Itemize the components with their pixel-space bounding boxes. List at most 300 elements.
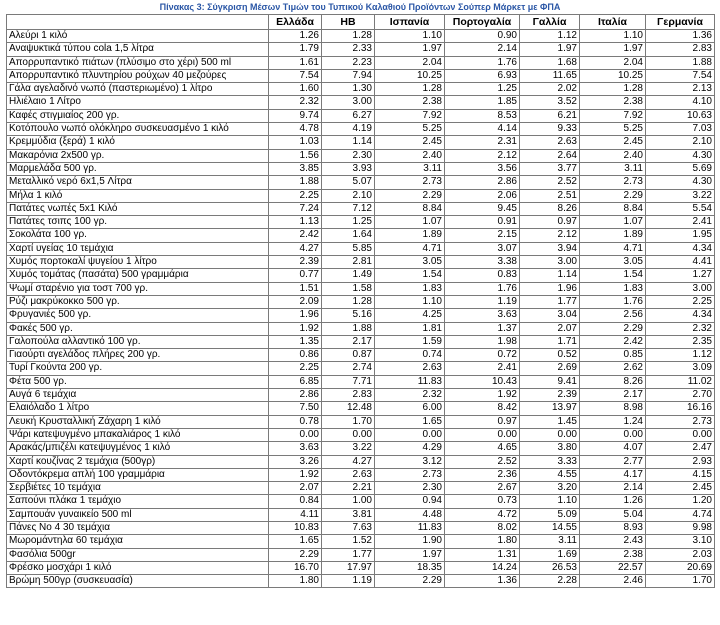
price-cell: 2.35	[646, 335, 715, 348]
price-cell: 3.77	[520, 162, 580, 175]
price-cell: 22.57	[580, 561, 646, 574]
product-name-cell: Ηλιέλαιο 1 Λίτρο	[7, 96, 269, 109]
price-cell: 2.09	[269, 295, 322, 308]
price-cell: 3.00	[520, 256, 580, 269]
price-cell: 6.21	[520, 109, 580, 122]
table-row	[7, 548, 715, 561]
price-cell: 16.70	[269, 561, 322, 574]
price-cell: 1.45	[520, 415, 580, 428]
price-cell: 1.56	[269, 149, 322, 162]
price-cell: 2.56	[580, 309, 646, 322]
price-cell: 4.11	[269, 508, 322, 521]
price-cell: 4.27	[322, 455, 375, 468]
price-cell: 1.68	[520, 56, 580, 69]
price-cell: 3.38	[445, 256, 520, 269]
price-cell: 1.10	[375, 295, 445, 308]
price-cell: 9.74	[269, 109, 322, 122]
price-cell: 1.28	[322, 30, 375, 43]
price-cell: 9.33	[520, 123, 580, 136]
price-cell: 2.32	[375, 389, 445, 402]
product-name-cell: Χυμός τομάτας (πασάτα) 500 γραμμάρια	[7, 269, 269, 282]
price-cell: 2.29	[375, 575, 445, 588]
price-cell: 1.59	[375, 335, 445, 348]
price-cell: 2.45	[646, 482, 715, 495]
price-cell: 1.31	[445, 548, 520, 561]
price-cell: 2.38	[375, 96, 445, 109]
column-header: ΗΒ	[322, 15, 375, 30]
product-name-cell: Φρέσκο μοσχάρι 1 κιλό	[7, 561, 269, 574]
price-cell: 9.41	[520, 375, 580, 388]
table-row	[7, 295, 715, 308]
price-cell: 0.00	[322, 428, 375, 441]
price-cell: 1.70	[646, 575, 715, 588]
price-cell: 4.41	[646, 256, 715, 269]
price-cell: 18.35	[375, 561, 445, 574]
price-cell: 7.12	[322, 202, 375, 215]
product-name-cell: Φρυγανιές 500 γρ.	[7, 309, 269, 322]
price-cell: 8.26	[520, 202, 580, 215]
price-cell: 9.45	[445, 202, 520, 215]
price-cell: 1.81	[375, 322, 445, 335]
price-cell: 0.90	[445, 30, 520, 43]
price-cell: 3.80	[520, 442, 580, 455]
product-name-cell: Απορρυπαντικό πλυντηρίου ρούχων 40 μεζούρες	[7, 69, 269, 82]
price-cell: 8.84	[580, 202, 646, 215]
price-cell: 1.92	[269, 468, 322, 481]
price-cell: 2.69	[520, 362, 580, 375]
price-cell: 1.07	[580, 216, 646, 229]
price-cell: 1.69	[520, 548, 580, 561]
price-cell: 3.22	[322, 442, 375, 455]
table-row	[7, 189, 715, 202]
price-cell: 1.35	[269, 335, 322, 348]
price-cell: 2.39	[520, 389, 580, 402]
price-cell: 4.19	[322, 123, 375, 136]
price-cell: 11.83	[375, 521, 445, 534]
price-cell: 2.32	[646, 322, 715, 335]
price-cell: 1.20	[646, 495, 715, 508]
product-name-cell: Γαλοπούλα αλλαντικό 100 γρ.	[7, 335, 269, 348]
price-cell: 4.34	[646, 242, 715, 255]
price-cell: 1.97	[375, 548, 445, 561]
product-name-cell: Χαρτί κουζίνας 2 τεμάχια (500γρ)	[7, 455, 269, 468]
table-row	[7, 123, 715, 136]
price-cell: 1.83	[375, 282, 445, 295]
price-cell: 2.40	[580, 149, 646, 162]
price-cell: 2.77	[580, 455, 646, 468]
price-cell: 1.26	[269, 30, 322, 43]
price-cell: 11.02	[646, 375, 715, 388]
price-cell: 2.41	[646, 216, 715, 229]
price-cell: 1.97	[520, 43, 580, 56]
table-row	[7, 109, 715, 122]
price-cell: 1.65	[269, 535, 322, 548]
price-cell: 4.30	[646, 176, 715, 189]
price-cell: 2.63	[322, 468, 375, 481]
price-cell: 2.10	[646, 136, 715, 149]
table-body	[7, 30, 715, 588]
price-cell: 1.88	[322, 322, 375, 335]
product-name-cell: Πατάτες νωπές 5x1 Κιλό	[7, 202, 269, 215]
price-cell: 3.10	[646, 535, 715, 548]
price-cell: 2.42	[580, 335, 646, 348]
price-cell: 1.98	[445, 335, 520, 348]
price-cell: 2.07	[269, 482, 322, 495]
table-row	[7, 43, 715, 56]
price-cell: 3.63	[269, 442, 322, 455]
price-cell: 1.89	[375, 229, 445, 242]
price-cell: 2.25	[269, 362, 322, 375]
price-cell: 11.83	[375, 375, 445, 388]
price-cell: 5.69	[646, 162, 715, 175]
price-cell: 7.03	[646, 123, 715, 136]
price-cell: 4.55	[520, 468, 580, 481]
price-cell: 2.30	[322, 149, 375, 162]
table-row	[7, 575, 715, 588]
price-cell: 1.54	[580, 269, 646, 282]
product-name-cell: Τυρί Γκούντα 200 γρ.	[7, 362, 269, 375]
price-cell: 1.77	[322, 548, 375, 561]
price-cell: 5.04	[580, 508, 646, 521]
price-cell: 8.42	[445, 402, 520, 415]
price-cell: 0.78	[269, 415, 322, 428]
price-cell: 2.21	[322, 482, 375, 495]
price-comparison-table	[6, 14, 715, 588]
price-cell: 1.76	[445, 56, 520, 69]
price-cell: 3.11	[520, 535, 580, 548]
price-cell: 2.62	[580, 362, 646, 375]
table-row	[7, 349, 715, 362]
price-cell: 2.64	[520, 149, 580, 162]
price-cell: 1.83	[580, 282, 646, 295]
price-cell: 0.73	[445, 495, 520, 508]
price-cell: 1.03	[269, 136, 322, 149]
price-cell: 3.04	[520, 309, 580, 322]
product-name-cell: Χαρτί υγείας 10 τεμάχια	[7, 242, 269, 255]
price-cell: 2.06	[445, 189, 520, 202]
table-row	[7, 242, 715, 255]
price-cell: 26.53	[520, 561, 580, 574]
price-cell: 0.85	[580, 349, 646, 362]
product-name-cell: Ρύζι μακρύκοκκο 500 γρ.	[7, 295, 269, 308]
product-name-cell: Μαρμελάδα 500 γρ.	[7, 162, 269, 175]
price-cell: 7.54	[269, 69, 322, 82]
price-cell: 0.77	[269, 269, 322, 282]
column-header: Γαλλία	[520, 15, 580, 30]
price-cell: 1.36	[445, 575, 520, 588]
price-cell: 2.73	[375, 468, 445, 481]
product-name-cell: Σοκολάτα 100 γρ.	[7, 229, 269, 242]
price-cell: 3.11	[375, 162, 445, 175]
product-name-cell: Σερβιέτες 10 τεμάχια	[7, 482, 269, 495]
product-name-cell: Φακές 500 γρ.	[7, 322, 269, 335]
product-name-cell: Ψάρι κατεψυγμένο μπακαλιάρος 1 κιλό	[7, 428, 269, 441]
price-cell: 2.86	[445, 176, 520, 189]
price-cell: 2.10	[322, 189, 375, 202]
price-cell: 4.71	[580, 242, 646, 255]
price-cell: 1.70	[322, 415, 375, 428]
price-cell: 2.36	[445, 468, 520, 481]
price-cell: 1.28	[322, 295, 375, 308]
price-cell: 4.48	[375, 508, 445, 521]
table-row	[7, 468, 715, 481]
table-row	[7, 455, 715, 468]
price-cell: 2.47	[646, 442, 715, 455]
table-row	[7, 229, 715, 242]
price-cell: 1.79	[269, 43, 322, 56]
price-cell: 4.27	[269, 242, 322, 255]
price-cell: 3.05	[580, 256, 646, 269]
price-cell: 1.58	[322, 282, 375, 295]
price-cell: 2.29	[580, 189, 646, 202]
price-cell: 3.22	[646, 189, 715, 202]
price-cell: 5.54	[646, 202, 715, 215]
price-cell: 0.86	[269, 349, 322, 362]
product-name-cell: Κοτόπουλο νωπό ολόκληρο συσκευασμένο 1 κιλό	[7, 123, 269, 136]
product-name-cell: Γιαούρτι αγελάδος πλήρες 200 γρ.	[7, 349, 269, 362]
price-cell: 1.37	[445, 322, 520, 335]
price-cell: 1.90	[375, 535, 445, 548]
price-cell: 1.00	[322, 495, 375, 508]
price-cell: 2.23	[322, 56, 375, 69]
price-cell: 2.42	[269, 229, 322, 242]
price-cell: 7.50	[269, 402, 322, 415]
product-name-cell: Κρεμμύδια (ξερά) 1 κιλό	[7, 136, 269, 149]
price-cell: 1.12	[646, 349, 715, 362]
product-name-cell: Αλεύρι 1 κιλό	[7, 30, 269, 43]
price-cell: 2.28	[520, 575, 580, 588]
price-cell: 0.00	[646, 428, 715, 441]
price-cell: 2.14	[580, 482, 646, 495]
price-cell: 4.25	[375, 309, 445, 322]
table-row	[7, 375, 715, 388]
price-cell: 0.83	[445, 269, 520, 282]
price-cell: 5.85	[322, 242, 375, 255]
price-cell: 1.30	[322, 83, 375, 96]
price-cell: 1.28	[580, 83, 646, 96]
price-cell: 1.96	[520, 282, 580, 295]
price-cell: 3.00	[322, 96, 375, 109]
price-cell: 2.73	[580, 176, 646, 189]
price-cell: 2.31	[445, 136, 520, 149]
price-cell: 8.02	[445, 521, 520, 534]
price-cell: 1.60	[269, 83, 322, 96]
product-name-cell: Σαμπουάν γυναικείο 500 ml	[7, 508, 269, 521]
price-cell: 8.93	[580, 521, 646, 534]
price-cell: 4.14	[445, 123, 520, 136]
table-caption: Πίνακας 3: Σύγκριση Μέσων Τιμών του Τυπικού Καλαθιού Προϊόντων Σούπερ Μάρκετ με ΦΠΑ	[159, 2, 561, 12]
price-cell: 2.73	[646, 415, 715, 428]
price-cell: 9.98	[646, 521, 715, 534]
column-header: Ιταλία	[580, 15, 646, 30]
price-cell: 5.09	[520, 508, 580, 521]
price-cell: 0.00	[580, 428, 646, 441]
price-cell: 4.07	[580, 442, 646, 455]
price-cell: 12.48	[322, 402, 375, 415]
price-cell: 3.09	[646, 362, 715, 375]
price-cell: 0.94	[375, 495, 445, 508]
price-cell: 10.83	[269, 521, 322, 534]
table-row	[7, 428, 715, 441]
price-cell: 2.29	[580, 322, 646, 335]
price-cell: 1.49	[322, 269, 375, 282]
table-row	[7, 56, 715, 69]
price-cell: 4.30	[646, 149, 715, 162]
price-cell: 2.74	[322, 362, 375, 375]
price-cell: 1.95	[646, 229, 715, 242]
price-cell: 10.43	[445, 375, 520, 388]
price-cell: 0.91	[445, 216, 520, 229]
table-row	[7, 322, 715, 335]
price-cell: 2.33	[322, 43, 375, 56]
price-cell: 1.19	[445, 295, 520, 308]
column-header: Ισπανία	[375, 15, 445, 30]
price-cell: 3.56	[445, 162, 520, 175]
price-cell: 7.94	[322, 69, 375, 82]
price-cell: 1.88	[646, 56, 715, 69]
price-cell: 1.19	[322, 575, 375, 588]
price-cell: 1.88	[269, 176, 322, 189]
price-cell: 1.77	[520, 295, 580, 308]
price-cell: 1.89	[580, 229, 646, 242]
price-cell: 0.00	[375, 428, 445, 441]
column-header: Πορτογαλία	[445, 15, 520, 30]
price-cell: 2.93	[646, 455, 715, 468]
product-name-cell: Καφές στιγμιαίος 200 γρ.	[7, 109, 269, 122]
product-name-cell: Μωρομάντηλα 60 τεμάχια	[7, 535, 269, 548]
price-cell: 5.16	[322, 309, 375, 322]
price-cell: 1.71	[520, 335, 580, 348]
price-cell: 3.63	[445, 309, 520, 322]
price-cell: 4.29	[375, 442, 445, 455]
price-cell: 2.13	[646, 83, 715, 96]
price-cell: 2.25	[646, 295, 715, 308]
table-row	[7, 309, 715, 322]
table-row	[7, 402, 715, 415]
price-cell: 6.85	[269, 375, 322, 388]
price-cell: 1.27	[646, 269, 715, 282]
price-cell: 2.15	[445, 229, 520, 242]
price-cell: 1.96	[269, 309, 322, 322]
product-name-cell: Μεταλλικό νερό 6x1,5 Λίτρα	[7, 176, 269, 189]
price-cell: 10.63	[646, 109, 715, 122]
price-cell: 8.98	[580, 402, 646, 415]
price-cell: 10.25	[580, 69, 646, 82]
price-cell: 2.52	[445, 455, 520, 468]
price-cell: 4.71	[375, 242, 445, 255]
product-name-cell: Απορρυπαντικό πιάτων (πλύσιμο στο χέρι) 500 ml	[7, 56, 269, 69]
price-cell: 1.52	[322, 535, 375, 548]
product-name-cell: Λευκή Κρυσταλλική Ζάχαρη 1 κιλό	[7, 415, 269, 428]
price-cell: 1.97	[375, 43, 445, 56]
table-row	[7, 561, 715, 574]
price-cell: 1.76	[445, 282, 520, 295]
price-cell: 1.07	[375, 216, 445, 229]
price-cell: 2.63	[520, 136, 580, 149]
table-row	[7, 362, 715, 375]
product-name-cell: Σαπούνι πλάκα 1 τεμάχιο	[7, 495, 269, 508]
table-row	[7, 176, 715, 189]
product-name-cell: Γάλα αγελαδινό νωπό (παστεριωμένο) 1 λίτρο	[7, 83, 269, 96]
price-cell: 1.10	[375, 30, 445, 43]
price-cell: 2.02	[520, 83, 580, 96]
price-cell: 2.12	[520, 229, 580, 242]
price-cell: 8.53	[445, 109, 520, 122]
price-cell: 10.25	[375, 69, 445, 82]
product-name-cell: Βρώμη 500γρ (συσκευασία)	[7, 575, 269, 588]
table-row	[7, 162, 715, 175]
price-cell: 2.83	[646, 43, 715, 56]
price-cell: 8.26	[580, 375, 646, 388]
price-cell: 2.29	[269, 548, 322, 561]
price-cell: 2.45	[375, 136, 445, 149]
price-cell: 0.00	[445, 428, 520, 441]
price-cell: 2.07	[520, 322, 580, 335]
price-cell: 2.81	[322, 256, 375, 269]
price-cell: 2.03	[646, 548, 715, 561]
price-cell: 7.92	[375, 109, 445, 122]
price-cell: 7.71	[322, 375, 375, 388]
price-cell: 2.83	[322, 389, 375, 402]
column-header: Γερμανία	[646, 15, 715, 30]
table-row	[7, 521, 715, 534]
table-row	[7, 30, 715, 43]
table-row	[7, 216, 715, 229]
price-cell: 1.36	[646, 30, 715, 43]
price-cell: 2.63	[375, 362, 445, 375]
price-cell: 2.52	[520, 176, 580, 189]
price-cell: 2.45	[580, 136, 646, 149]
price-cell: 2.12	[445, 149, 520, 162]
price-cell: 4.72	[445, 508, 520, 521]
price-cell: 0.00	[269, 428, 322, 441]
table-row	[7, 415, 715, 428]
price-cell: 4.10	[646, 96, 715, 109]
price-cell: 3.20	[520, 482, 580, 495]
table-row	[7, 495, 715, 508]
table-row	[7, 136, 715, 149]
price-cell: 0.74	[375, 349, 445, 362]
price-cell: 17.97	[322, 561, 375, 574]
product-name-cell: Ελαιόλαδο 1 λίτρο	[7, 402, 269, 415]
price-cell: 2.17	[580, 389, 646, 402]
price-cell: 0.00	[520, 428, 580, 441]
product-name-cell: Χυμός πορτοκαλί ψυγείου 1 λίτρο	[7, 256, 269, 269]
table-row	[7, 269, 715, 282]
price-cell: 3.94	[520, 242, 580, 255]
price-cell: 14.24	[445, 561, 520, 574]
price-cell: 2.04	[580, 56, 646, 69]
price-cell: 1.14	[520, 269, 580, 282]
price-cell: 0.97	[520, 216, 580, 229]
price-cell: 3.33	[520, 455, 580, 468]
price-cell: 1.65	[375, 415, 445, 428]
table-row	[7, 482, 715, 495]
price-cell: 3.05	[375, 256, 445, 269]
table-row	[7, 389, 715, 402]
price-cell: 1.28	[375, 83, 445, 96]
price-cell: 4.78	[269, 123, 322, 136]
price-cell: 6.00	[375, 402, 445, 415]
price-cell: 2.51	[520, 189, 580, 202]
table-row	[7, 442, 715, 455]
table-row	[7, 535, 715, 548]
price-cell: 2.38	[580, 96, 646, 109]
price-cell: 4.34	[646, 309, 715, 322]
price-cell: 2.32	[269, 96, 322, 109]
price-cell: 3.11	[580, 162, 646, 175]
table-row	[7, 282, 715, 295]
